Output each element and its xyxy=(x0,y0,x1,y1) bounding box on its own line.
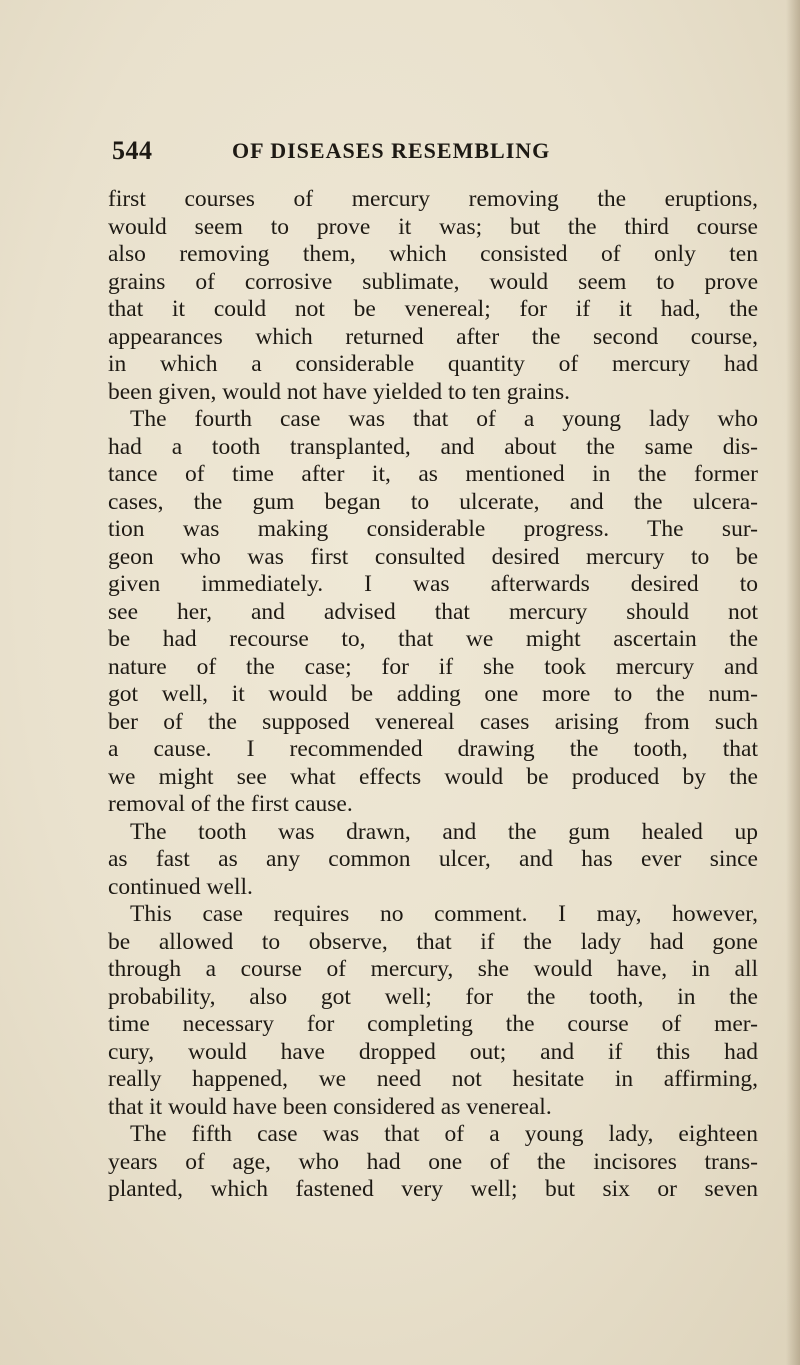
text-line: had a tooth transplanted, and about the same dis- xyxy=(108,433,758,460)
text-line: be had recourse to, that we might ascertain the xyxy=(108,626,758,652)
page-number: 544 xyxy=(112,136,153,165)
text-line: that it would have been considered as venereal. xyxy=(108,1093,552,1120)
text-line: The tooth was drawn, and the gum healed up xyxy=(130,818,758,845)
text-line: in which a considerable quantity of mercury had xyxy=(108,351,758,377)
text-line: tance of time after it, as mentioned in the former xyxy=(108,461,758,487)
text-line: also removing them, which consisted of only ten xyxy=(108,241,758,267)
text-line: years of age, who had one of the incisores trans- xyxy=(108,1148,758,1175)
page-edge-shadow xyxy=(786,0,800,1365)
text-line: ber of the supposed venereal cases arising from such xyxy=(108,708,758,735)
text-line: cury, would have dropped out; and if this had xyxy=(108,1038,758,1065)
text-line: time necessary for completing the course of mer- xyxy=(108,1011,758,1037)
running-head: OF DISEASES RESEMBLING xyxy=(232,138,551,163)
text-line: been given, would not have yielded to ten grains. xyxy=(108,378,571,405)
text-line: that it could not be venereal; for if it had, the xyxy=(108,296,758,322)
text-line: we might see what effects would be produced by the xyxy=(108,763,758,790)
text-line: see her, and advised that mercury should not xyxy=(108,598,758,625)
text-line: geon who was first consulted desired mercury to be xyxy=(108,543,758,570)
text-line: nature of the case; for if she took mercury and xyxy=(108,653,758,680)
text-line: be allowed to observe, that if the lady had gone xyxy=(108,928,758,955)
text-line: The fourth case was that of a young lady who xyxy=(130,406,758,432)
text-line: The fifth case was that of a young lady, eighteen xyxy=(130,1121,758,1147)
text-line: a cause. I recommended drawing the tooth, that xyxy=(108,736,758,762)
text-line: probability, also got well; for the tooth, in the xyxy=(108,983,758,1010)
text-line: really happened, we need not hesitate in affirming, xyxy=(108,1066,758,1092)
text-line: tion was making considerable progress. The sur- xyxy=(108,516,758,542)
text-line: This case requires no comment. I may, however, xyxy=(130,901,758,927)
text-line: planted, which fastened very well; but six or seven xyxy=(108,1176,758,1202)
text-line: would seem to prove it was; but the third course xyxy=(108,213,758,240)
text-line: removal of the first cause. xyxy=(108,791,353,817)
body-text xyxy=(108,186,758,1204)
text-line: as fast as any common ulcer, and has ever since xyxy=(108,846,758,872)
text-line: continued well. xyxy=(108,873,253,900)
text-line: first courses of mercury removing the eruptions, xyxy=(108,186,758,212)
text-line: through a course of mercury, she would have, in all xyxy=(108,956,758,982)
text-line: cases, the gum began to ulcerate, and the ulcera- xyxy=(108,488,758,515)
text-line: given immediately. I was afterwards desired to xyxy=(108,571,758,597)
text-line: appearances which returned after the second course, xyxy=(108,323,758,350)
text-line: grains of corrosive sublimate, would seem to prove xyxy=(108,268,758,295)
page-header xyxy=(112,136,752,176)
text-line: got well, it would be adding one more to the num- xyxy=(108,681,758,707)
